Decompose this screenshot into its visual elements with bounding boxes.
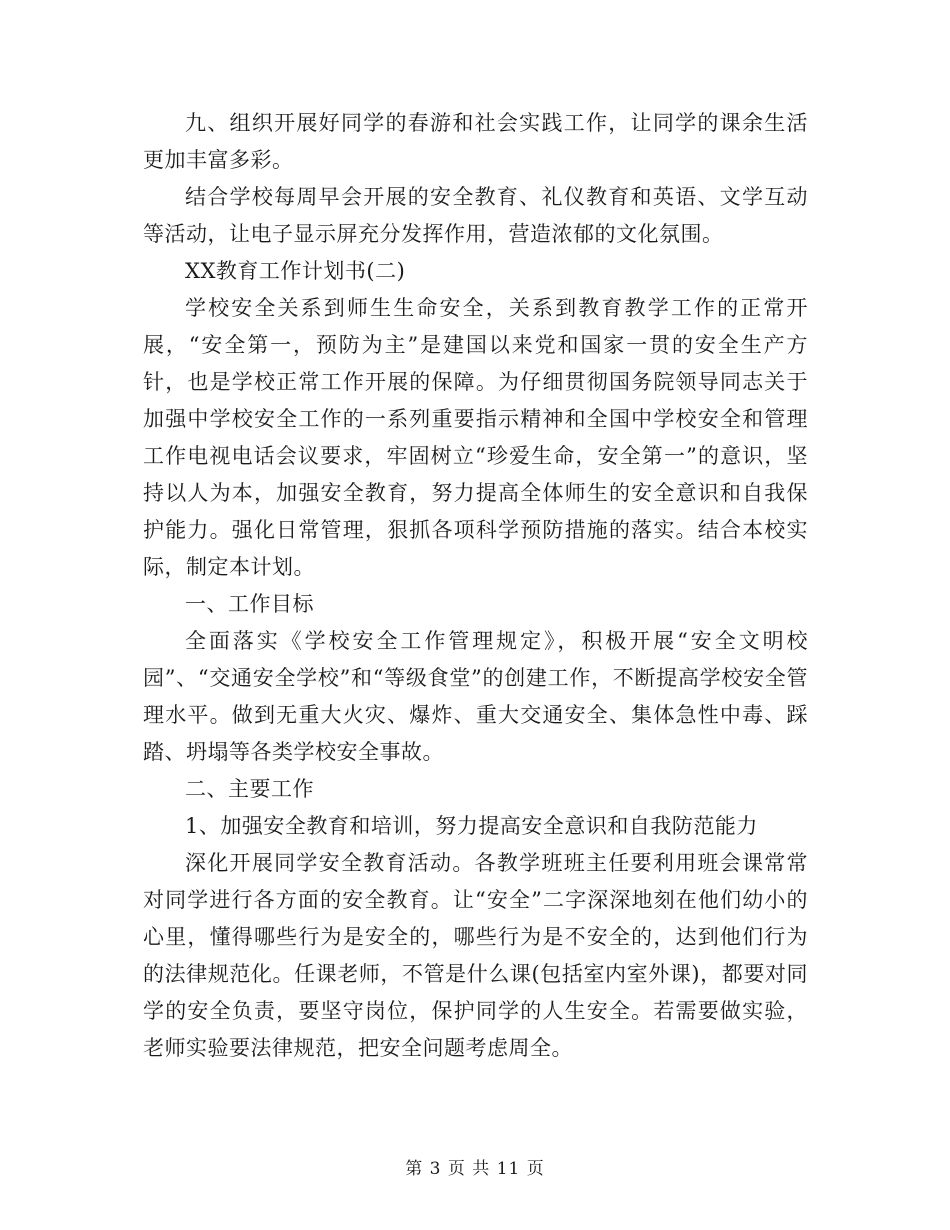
heading-work-goals: 一、工作目标 [185,592,314,616]
page-number: 第 3 页 共 11 页 [405,1159,545,1179]
paragraph-safety-education: 深化开展同学安全教育活动。各教学班班主任要利用班会课常常对同学进行各方面的安全教育。让“安全”二字深深地刻在他们幼小的心里，懂得哪些行为是安全的，哪些行为是不安全的，达到他们行为的法律规范化。任课老师，不管是什么课(包括室内室外课)，都要对同学的安全负责，要坚守岗位，保护同学的人生安全。若需要做实验，老师实验要法律规范，把安全问题考虑周全。 [143,851,808,1060]
page-footer [0,1154,950,1179]
paragraph-work-goals: 全面落实《学校安全工作管理规定》，积极开展“安全文明校园”、“交通安全学校”和“等级食堂”的创建工作，不断提高学校安全管理水平。做到无重大火灾、爆炸、重大交通安全、集体急性中毒、踩踏、坍塌等各类学校安全事故。 [143,629,808,764]
section-title-plan-two: XX教育工作计划书(二) [185,259,406,283]
paragraph-morning-assembly: 结合学校每周早会开展的安全教育、礼仪教育和英语、文学互动等活动，让电子显示屏充分发挥作用，营造浓郁的文化氛围。 [143,185,808,246]
subheading-safety-training: 1、加强安全教育和培训，努力提高安全意识和自我防范能力 [185,814,758,838]
paragraph-spring-outing: 九、组织开展好同学的春游和社会实践工作，让同学的课余生活更加丰富多彩。 [143,111,808,172]
paragraph-safety-intro: 学校安全关系到师生生命安全，关系到教育教学工作的正常开展，“安全第一，预防为主”是建国以来党和国家一贯的安全生产方针，也是学校正常工作开展的保障。为仔细贯彻国务院领导同志关于加强中学校安全工作的一系列重要指示精神和全国中学校安全和管理工作电视电话会议要求，牢固树立“珍爱生命，安全第一”的意识，坚持以人为本，加强安全教育，努力提高全体师生的安全意识和自我保护能力。强化日常管理，狠抓各项科学预防措施的落实。结合本校实际，制定本计划。 [143,296,808,579]
document-body [143,105,808,1067]
heading-main-work: 二、主要工作 [185,777,314,801]
